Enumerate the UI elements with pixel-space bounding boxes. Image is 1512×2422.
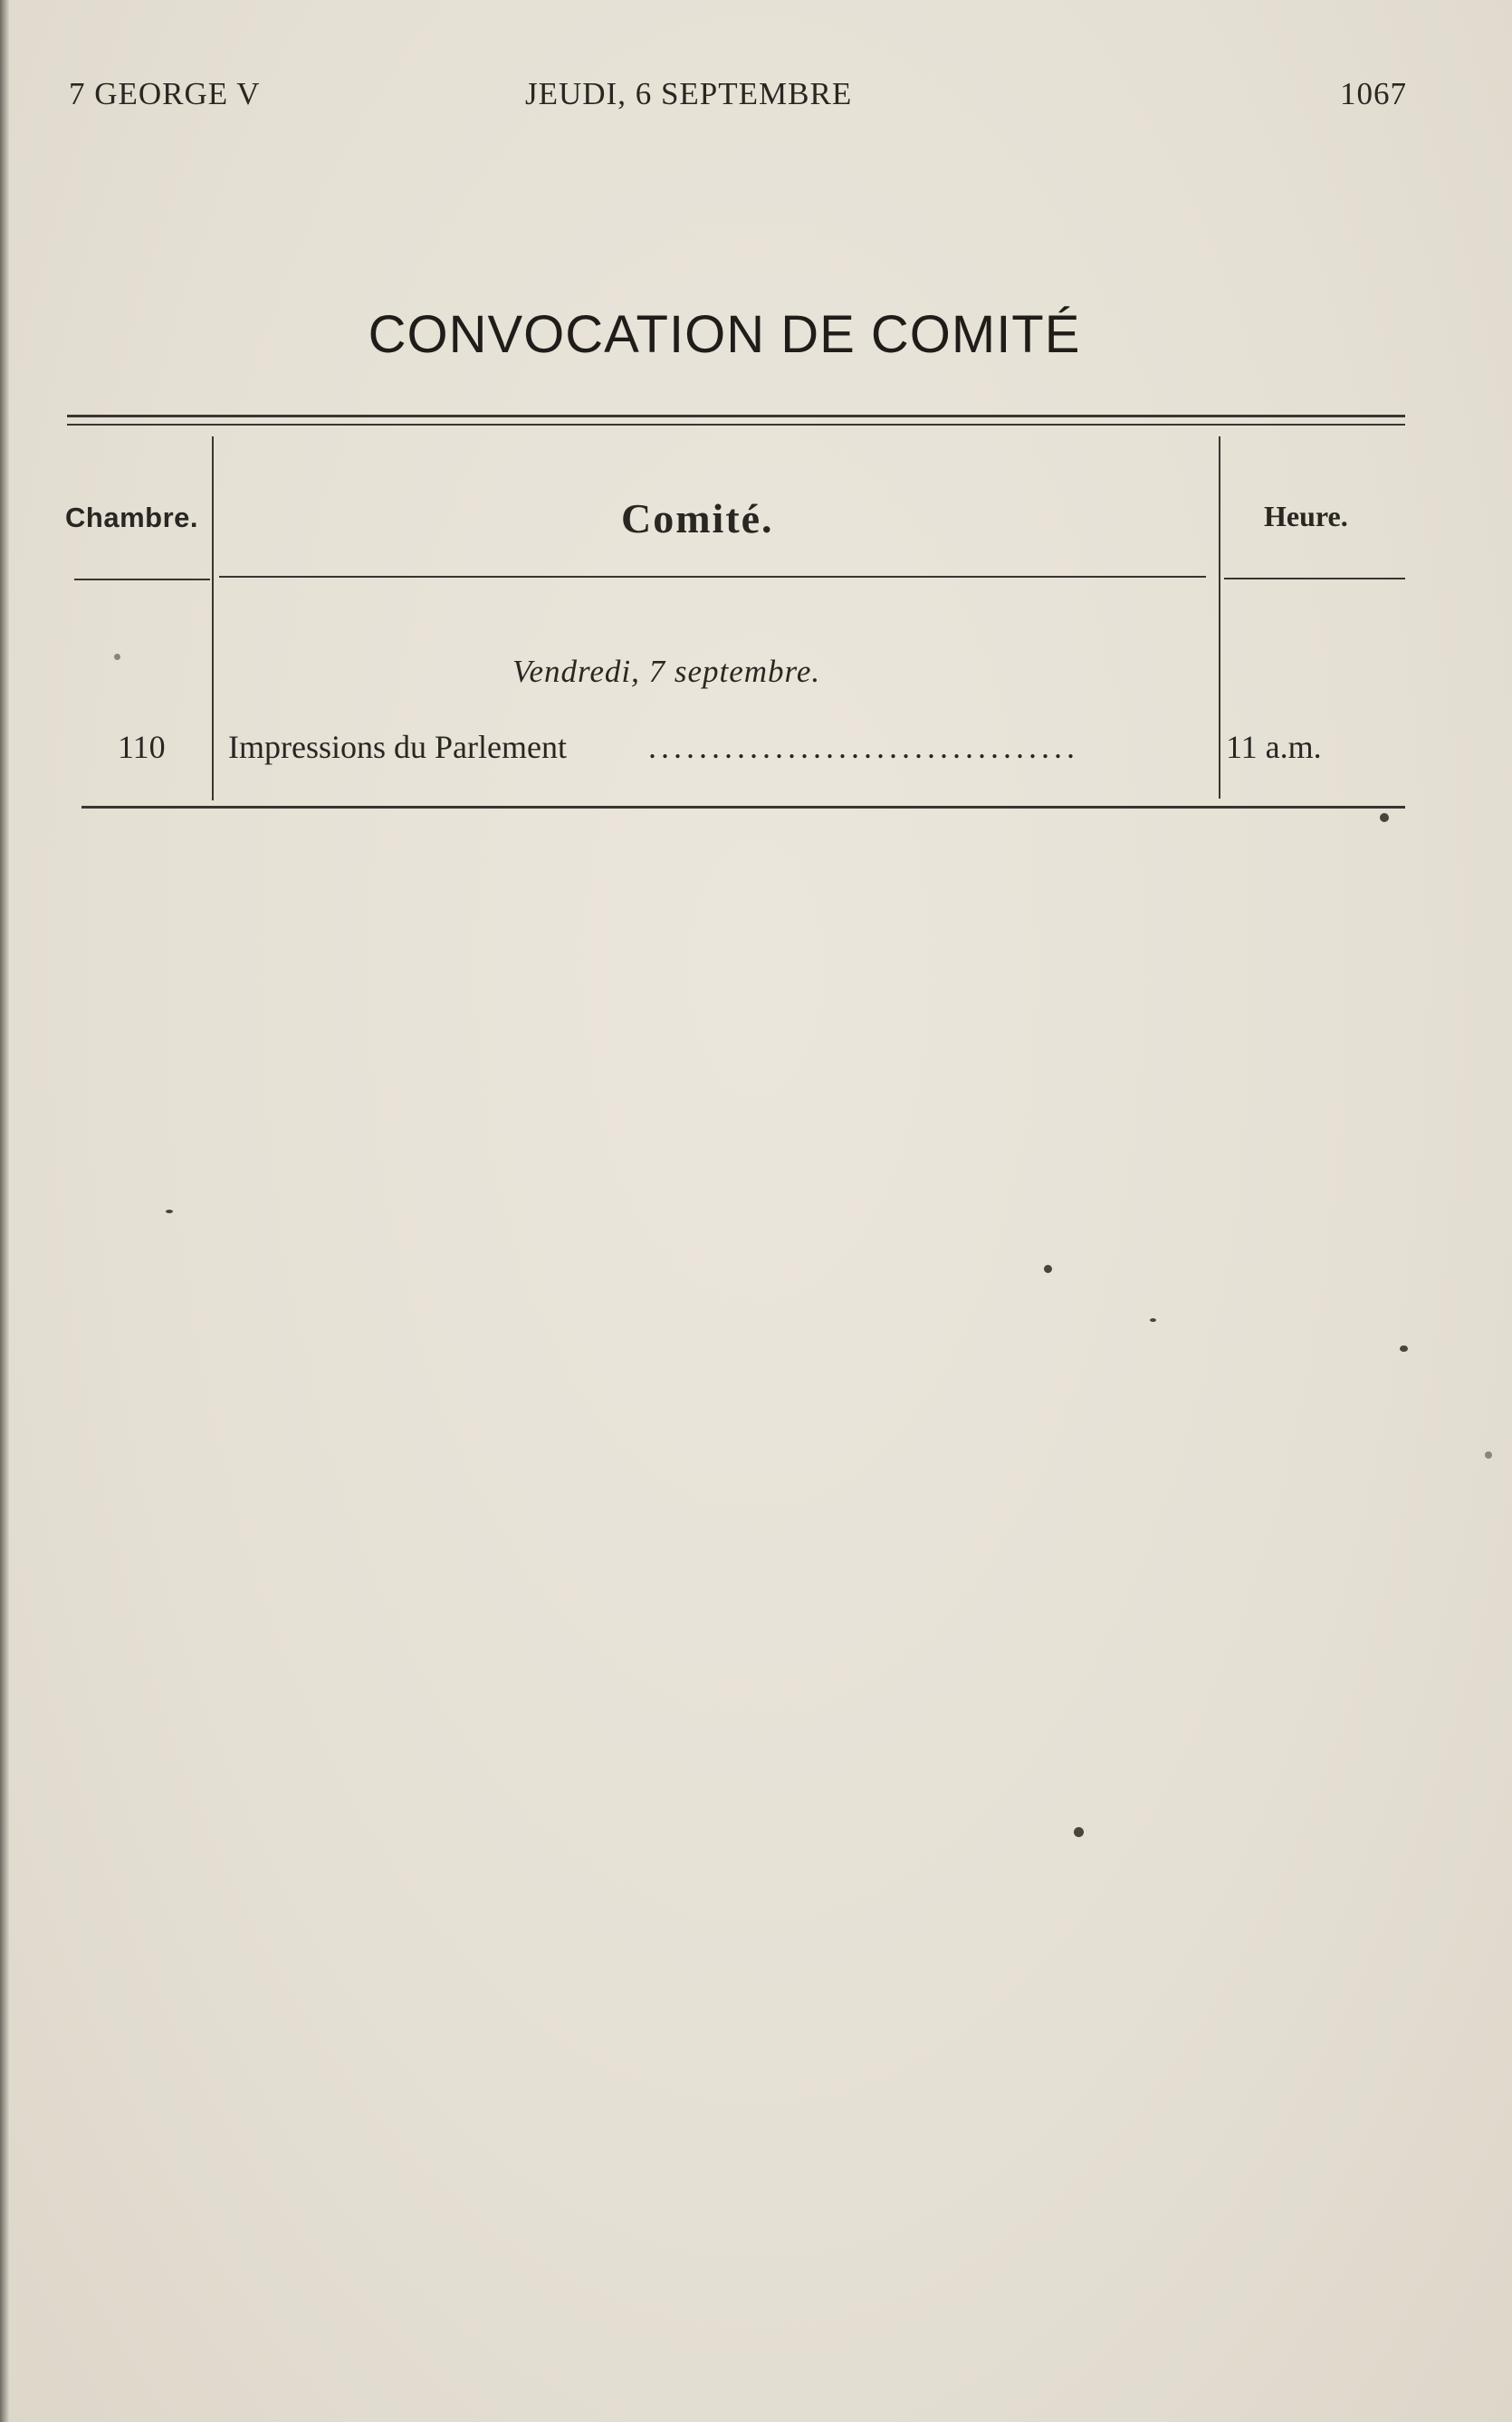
paper-speck — [1400, 1345, 1408, 1352]
column-header-chambre: Chambre. — [65, 502, 198, 533]
running-head-date: JEUDI, 6 SEPTEMBRE — [525, 76, 853, 111]
table-top-rule-inner — [67, 424, 1405, 426]
row-comite: Impressions du Parlement — [228, 729, 567, 765]
header-rule-chambre — [74, 579, 210, 580]
running-head-session: 7 GEORGE V — [69, 76, 261, 111]
paper-speck — [1150, 1318, 1156, 1322]
paper-speck — [166, 1210, 173, 1213]
running-head — [69, 76, 1407, 116]
column-divider-chambre — [212, 436, 214, 800]
table-top-rule — [67, 415, 1405, 417]
paper-speck — [1074, 1827, 1084, 1837]
row-chambre: 110 — [118, 729, 166, 765]
header-rule-heure — [1224, 578, 1405, 579]
page-title: CONVOCATION DE COMITÉ — [368, 305, 1081, 364]
row-heure: 11 a.m. — [1226, 729, 1322, 765]
date-heading: Vendredi, 7 septembre. — [512, 654, 821, 689]
row-dot-leader: .................................. — [648, 729, 1079, 765]
paper-speck — [114, 654, 120, 660]
header-rule-comite — [219, 576, 1206, 578]
paper-speck — [1044, 1265, 1052, 1273]
paper-speck — [1485, 1451, 1492, 1459]
column-header-heure: Heure. — [1264, 500, 1348, 532]
page-number: 1067 — [1340, 76, 1407, 111]
paper-speck — [1380, 813, 1389, 822]
column-header-comite: Comité. — [621, 495, 774, 541]
column-divider-heure — [1219, 436, 1220, 799]
table-bottom-rule — [81, 806, 1405, 809]
